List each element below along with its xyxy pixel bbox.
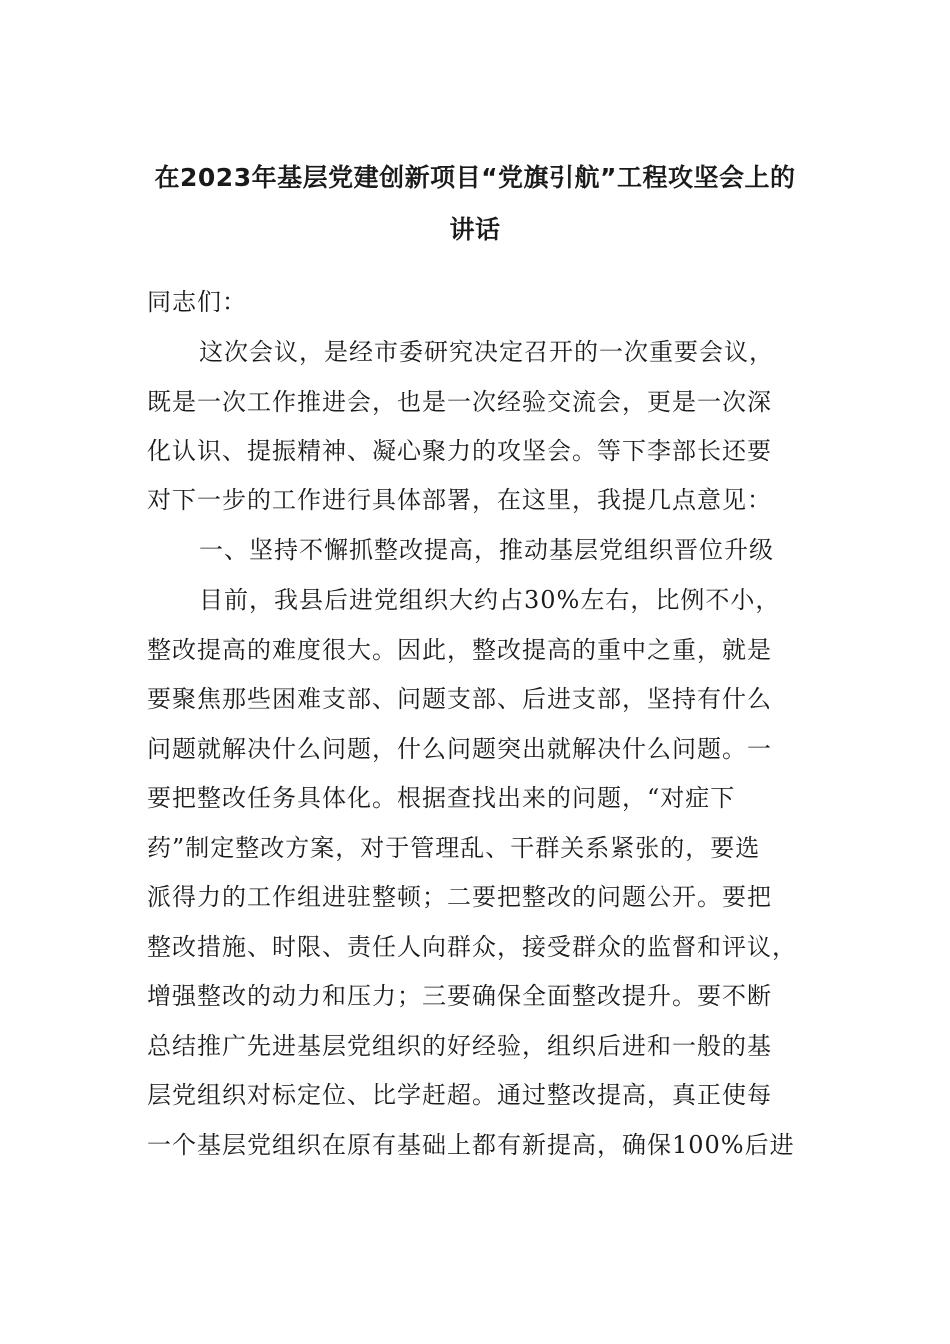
paragraph-line: 问题就解决什么问题，什么问题突出就解决什么问题。一 <box>147 735 772 763</box>
paragraph-line: 要聚焦那些困难支部、问题支部、后进支部，坚持有什么 <box>147 685 772 713</box>
paragraph-line: 这次会议，是经市委研究决定召开的一次重要会议， <box>199 338 774 366</box>
paragraph-line: 既是一次工作推进会，也是一次经验交流会，更是一次深 <box>147 388 772 416</box>
paragraph-line: 总结推广先进基层党组织的好经验，组织后进和一般的基 <box>147 1032 772 1060</box>
paragraph-line: 一个基层党组织在原有基础上都有新提高，确保100%后进 <box>147 1131 795 1159</box>
paragraph-line: 整改措施、时限、责任人向群众，接受群众的监督和评议， <box>147 933 797 961</box>
paragraph-line: 派得力的工作组进驻整顿；二要把整改的问题公开。要把 <box>147 883 772 911</box>
salutation: 同志们： <box>147 288 247 316</box>
paragraph-line: 整改提高的难度很大。因此，整改提高的重中之重，就是 <box>147 636 772 664</box>
paragraph-line: 对下一步的工作进行具体部署，在这里，我提几点意见： <box>147 486 772 514</box>
paragraph-line: 层党组织对标定位、比学赶超。通过整改提高，真正使每 <box>147 1081 772 1109</box>
paragraph-line: 药”制定整改方案，对于管理乱、干群关系紧张的，要选 <box>147 834 761 862</box>
paragraph-line: 增强整改的动力和压力；三要确保全面整改提升。要不断 <box>147 982 772 1010</box>
document-title-line-2: 讲话 <box>449 215 501 244</box>
section-heading: 一、坚持不懈抓整改提高，推动基层党组织晋位升级 <box>199 536 774 564</box>
document-title-line-1: 在2023年基层党建创新项目“党旗引航”工程攻坚会上的 <box>154 163 796 192</box>
paragraph-line: 化认识、提振精神、凝心聚力的攻坚会。等下李部长还要 <box>147 437 772 465</box>
paragraph-line: 目前，我县后进党组织大约占30%左右，比例不小， <box>199 586 781 614</box>
paragraph-line: 要把整改任务具体化。根据查找出来的问题，“对症下 <box>147 784 736 812</box>
